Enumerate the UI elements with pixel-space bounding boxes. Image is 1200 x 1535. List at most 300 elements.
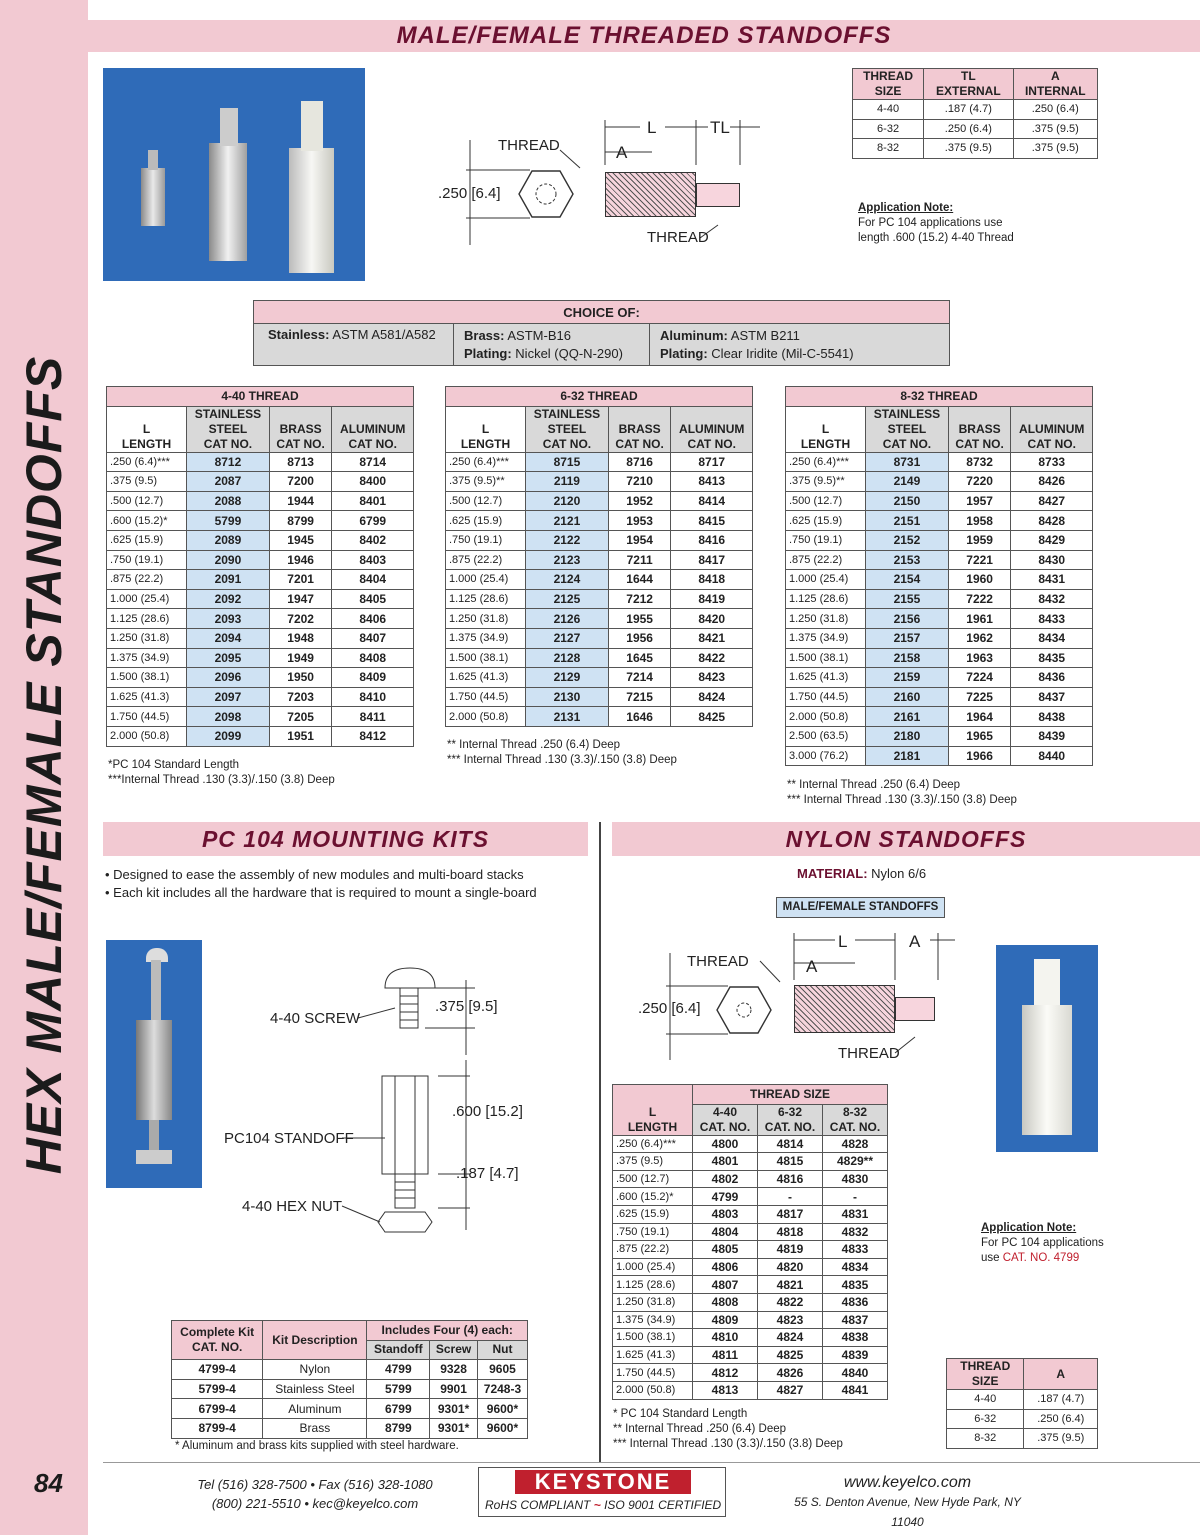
table-cell: 8-32 [853, 139, 924, 159]
brass-cat: 1963 [948, 648, 1011, 668]
brass-cat: 1962 [948, 628, 1011, 648]
length-cell: .625 (15.9) [786, 511, 866, 531]
th-brass: BRASS CAT NO. [608, 406, 671, 452]
kit-row [172, 1379, 528, 1399]
length-cell: .250 (6.4)*** [107, 452, 187, 472]
length-cell: .375 (9.5) [107, 472, 187, 492]
length-cell: .625 (15.9) [107, 530, 187, 550]
aluminum-cat: 8717 [671, 452, 753, 472]
kit-cell: 7248-3 [477, 1379, 527, 1399]
aluminum-cat: 8410 [332, 687, 414, 707]
brass-cat: 1961 [948, 609, 1011, 629]
length-cell: 1.500 (38.1) [613, 1329, 693, 1347]
kit-row [172, 1360, 528, 1380]
stainless-cat: 2120 [526, 491, 609, 511]
brass-cat: 7202 [269, 609, 332, 629]
length-cell: 1.750 (44.5) [446, 687, 526, 707]
table-row [446, 589, 753, 609]
aluminum-cat: 8435 [1011, 648, 1093, 668]
standoff-dimension-diagram [430, 110, 770, 260]
nylon-cat: 4836 [823, 1293, 888, 1311]
table-row [613, 1381, 888, 1399]
table-notes: ** Internal Thread .250 (6.4) Deep *** Internal Thread .130 (3.3)/.150 (3.8) Deep [447, 739, 677, 767]
aluminum-cat: 8714 [332, 452, 414, 472]
table-cell: 4-40 [853, 100, 924, 120]
material-line: MATERIAL: Nylon 6/6 [797, 866, 927, 881]
length-cell: 1.375 (34.9) [786, 628, 866, 648]
length-cell: .750 (19.1) [107, 550, 187, 570]
kit-cell: 9901 [430, 1379, 478, 1399]
length-cell: 1.000 (25.4) [446, 570, 526, 590]
brass-cat: 7221 [948, 550, 1011, 570]
brass-cat: 1956 [608, 628, 671, 648]
table-row [613, 1241, 888, 1259]
brass-cat: 1952 [608, 491, 671, 511]
nylon-cat: 4818 [758, 1223, 823, 1241]
table-row [786, 687, 1093, 707]
nylon-thread-bottom: THREAD [838, 1045, 900, 1062]
aluminum-cat: 8416 [671, 530, 753, 550]
aluminum-cat: 8418 [671, 570, 753, 590]
table-row [786, 511, 1093, 531]
aluminum-cat: 8406 [332, 609, 414, 629]
table-row [107, 472, 414, 492]
stainless-cat: 8731 [866, 452, 949, 472]
table-row [786, 570, 1093, 590]
aluminum-cat: 8436 [1011, 668, 1093, 688]
pc104-bullets: • Designed to ease the assembly of new modules and multi-board stacks • Each kit includes all the hardware that is required to mount a single-board [105, 867, 537, 900]
table-row [613, 1170, 888, 1188]
stainless-cat: 2152 [866, 530, 949, 550]
dim-600: .600 [15.2] [452, 1103, 523, 1120]
nylon-cat: - [758, 1188, 823, 1206]
nylon-cat: 4813 [693, 1381, 758, 1399]
length-cell: .750 (19.1) [786, 530, 866, 550]
brass-cat: 1955 [608, 609, 671, 629]
table-row [786, 589, 1093, 609]
brass-cat: 1950 [269, 668, 332, 688]
aluminum-cat: 8404 [332, 570, 414, 590]
length-cell: 1.250 (31.8) [446, 609, 526, 629]
stainless-cat: 2092 [187, 589, 270, 609]
table-row [786, 472, 1093, 492]
length-cell: 1.125 (28.6) [446, 589, 526, 609]
nylon-dim-A-right: A [909, 932, 921, 951]
stainless-cat: 2091 [187, 570, 270, 590]
length-cell: 1.500 (38.1) [446, 648, 526, 668]
nylon-cat: 4834 [823, 1258, 888, 1276]
brass-cat: 1957 [948, 491, 1011, 511]
stainless-cat: 2155 [866, 589, 949, 609]
table-cell: .375 (9.5) [1013, 139, 1097, 159]
table-row [107, 530, 414, 550]
aluminum-cat: 8432 [1011, 589, 1093, 609]
table-row [786, 530, 1093, 550]
aluminum-cat: 8400 [332, 472, 414, 492]
stainless-cat: 2121 [526, 511, 609, 531]
length-cell: 1.125 (28.6) [786, 589, 866, 609]
table-row [446, 491, 753, 511]
column-divider [599, 822, 601, 1462]
length-cell: .250 (6.4)*** [786, 452, 866, 472]
stainless-cat: 2153 [866, 550, 949, 570]
table-row [853, 100, 1098, 120]
dim-A: A [616, 143, 628, 162]
length-cell: 1.625 (41.3) [446, 668, 526, 688]
stainless-cat: 2150 [866, 491, 949, 511]
nylon-cat: 4824 [758, 1329, 823, 1347]
keystone-logo: KEYSTONE [515, 1470, 691, 1494]
nylon-cat: 4799 [693, 1188, 758, 1206]
brass-cat: 7205 [269, 707, 332, 727]
nylon-cat: 4814 [758, 1135, 823, 1153]
th-stainless: STAINLESS STEEL CAT NO. [526, 406, 609, 452]
table-row [947, 1409, 1098, 1429]
table-row [786, 491, 1093, 511]
aluminum-cat: 8413 [671, 472, 753, 492]
pc104-assembly-diagram [220, 950, 540, 1240]
standoffs-photo [103, 68, 365, 281]
table-row [613, 1346, 888, 1364]
table-row [853, 119, 1098, 139]
stainless-cat: 2119 [526, 472, 609, 492]
stainless-cat: 5799 [187, 511, 270, 531]
table-title: 8-32 THREAD [786, 387, 1093, 407]
aluminum-cat: 8421 [671, 628, 753, 648]
table-row [613, 1135, 888, 1153]
kit-row [172, 1399, 528, 1419]
table-row [786, 609, 1093, 629]
kit-note: * Aluminum and brass kits supplied with steel hardware. [175, 1440, 459, 1452]
length-cell: .875 (22.2) [107, 570, 187, 590]
th-aluminum: ALUMINUM CAT NO. [1011, 406, 1093, 452]
choice-of-box: CHOICE OF: Stainless: ASTM A581/A582 Brass: ASTM-B16 Plating: Nickel (QQ-N-290) Aluminum: ASTM B211 Plating: Clear Iridite (Mil-C-5541) [253, 300, 950, 366]
brass-cat: 1954 [608, 530, 671, 550]
th-length: L LENGTH [786, 406, 866, 452]
aluminum-cat: 8437 [1011, 687, 1093, 707]
nylon-cat: 4829** [823, 1153, 888, 1171]
nylon-cat: 4833 [823, 1241, 888, 1259]
length-cell: 1.500 (38.1) [107, 668, 187, 688]
table-row [853, 139, 1098, 159]
dim-L: L [647, 118, 657, 137]
stainless-cat: 2094 [187, 628, 270, 648]
length-cell: 1.250 (31.8) [613, 1293, 693, 1311]
th-stainless: STAINLESS STEEL CAT NO. [866, 406, 949, 452]
nylon-cat: 4819 [758, 1241, 823, 1259]
stainless-cat: 2131 [526, 707, 609, 727]
pc104-title: PC 104 MOUNTING KITS [103, 822, 588, 856]
brass-cat: 1944 [269, 491, 332, 511]
length-cell: 2.000 (50.8) [786, 707, 866, 727]
stainless-cat: 2090 [187, 550, 270, 570]
stainless-cat: 2122 [526, 530, 609, 550]
length-cell: 2.000 (50.8) [613, 1381, 693, 1399]
table-row [786, 668, 1093, 688]
nylon-cat: 4837 [823, 1311, 888, 1329]
table-row [107, 628, 414, 648]
th-tl: TL EXTERNAL [924, 69, 1013, 100]
table-row [446, 609, 753, 629]
nylon-thread-a-table: THREAD SIZE A 4-40 .187 (4.7) 6-32 .250 (6.4) 8-32 .375 (9.5) [946, 1358, 1098, 1449]
aluminum-cat: 8433 [1011, 609, 1093, 629]
thread-table-t440 [106, 386, 414, 747]
nylon-cat: 4812 [693, 1364, 758, 1382]
keystone-logo-box: KEYSTONE RoHS COMPLIANT ~ ISO 9001 CERTIFIED [478, 1467, 726, 1517]
dim-187: .187 [4.7] [456, 1165, 519, 1182]
th-stainless: STAINLESS STEEL CAT NO. [187, 406, 270, 452]
length-cell: .500 (12.7) [613, 1170, 693, 1188]
length-cell: 1.500 (38.1) [786, 648, 866, 668]
th-aluminum: ALUMINUM CAT NO. [671, 406, 753, 452]
brass-cat: 1960 [948, 570, 1011, 590]
table-row [446, 648, 753, 668]
brass-cat: 7212 [608, 589, 671, 609]
length-cell: 1.750 (44.5) [786, 687, 866, 707]
stainless-cat: 2156 [866, 609, 949, 629]
kit-cell: Nylon [263, 1360, 367, 1380]
length-cell: .500 (12.7) [107, 491, 187, 511]
nylon-cat: 4805 [693, 1241, 758, 1259]
table-row [446, 628, 753, 648]
stainless-cat: 2097 [187, 687, 270, 707]
brass-cat: 7203 [269, 687, 332, 707]
length-cell: 1.000 (25.4) [613, 1258, 693, 1276]
table-row [613, 1329, 888, 1347]
stainless-cat: 2098 [187, 707, 270, 727]
aluminum-cat: 8422 [671, 648, 753, 668]
stainless-cat: 2154 [866, 570, 949, 590]
nylon-cat: 4841 [823, 1381, 888, 1399]
stainless-cat: 8715 [526, 452, 609, 472]
nylon-cat: 4803 [693, 1205, 758, 1223]
aluminum-cat: 8434 [1011, 628, 1093, 648]
choice-title: CHOICE OF: [254, 301, 949, 324]
brass-cat: 7201 [269, 570, 332, 590]
table-row [613, 1364, 888, 1382]
table-row [613, 1223, 888, 1241]
brass-cat: 1948 [269, 628, 332, 648]
length-cell: 1.625 (41.3) [613, 1346, 693, 1364]
aluminum-cat: 8417 [671, 550, 753, 570]
label-pc104-standoff: PC104 STANDOFF [224, 1130, 354, 1147]
table-row [613, 1205, 888, 1223]
nylon-cat: 4822 [758, 1293, 823, 1311]
brass-cat: 7222 [948, 589, 1011, 609]
length-cell: 3.000 (76.2) [786, 746, 866, 766]
length-cell: 1.375 (34.9) [613, 1311, 693, 1329]
table-row [107, 609, 414, 629]
stainless-cat: 2088 [187, 491, 270, 511]
brass-cat: 1965 [948, 726, 1011, 746]
kit-cell: 4799-4 [172, 1360, 263, 1380]
footer-web: www.keyelco.com 55 S. Denton Avenue, New Hyde Park, NY 11040 [794, 1474, 1021, 1529]
stainless-cat: 2159 [866, 668, 949, 688]
application-note-2: Application Note: For PC 104 applications use CAT. NO. 4799 [981, 1222, 1104, 1264]
table-row [446, 668, 753, 688]
stainless-cat: 2095 [187, 648, 270, 668]
kit-cell: 9301* [430, 1418, 478, 1438]
brass-cat: 1958 [948, 511, 1011, 531]
table-row [613, 1188, 888, 1206]
length-cell: .375 (9.5)** [446, 472, 526, 492]
table-row [446, 707, 753, 727]
kit-cell: Brass [263, 1418, 367, 1438]
page-number: 84 [34, 1468, 63, 1498]
table-row [786, 452, 1093, 472]
nylon-cat: 4807 [693, 1276, 758, 1294]
brass-cat: 7210 [608, 472, 671, 492]
brass-cat: 7220 [948, 472, 1011, 492]
thread-table-t832 [785, 386, 1093, 766]
kit-cell: 6799-4 [172, 1399, 263, 1419]
footer-rule [103, 1462, 1200, 1463]
nylon-cat: 4838 [823, 1329, 888, 1347]
kit-cell: 5799 [367, 1379, 430, 1399]
table-cell: .250 (6.4) [1013, 100, 1097, 120]
length-cell: .625 (15.9) [446, 511, 526, 531]
aluminum-cat: 8427 [1011, 491, 1093, 511]
small-cell: 6-32 [947, 1409, 1024, 1429]
label-4-40-hex-nut: 4-40 HEX NUT [242, 1198, 343, 1215]
brass-cat: 7200 [269, 472, 332, 492]
application-note-1: Application Note: For PC 104 applications use length .600 (15.2) 4-40 Thread [858, 202, 1014, 244]
brass-cat: 1966 [948, 746, 1011, 766]
brass-cat: 7211 [608, 550, 671, 570]
table-row [947, 1429, 1098, 1449]
kit-cell: 6799 [367, 1399, 430, 1419]
small-cell: .250 (6.4) [1024, 1409, 1098, 1429]
nylon-cat: 4828 [823, 1135, 888, 1153]
stainless-cat: 8712 [187, 452, 270, 472]
nylon-dim-L: L [838, 932, 848, 951]
stainless-cat: 2161 [866, 707, 949, 727]
nylon-cat: 4806 [693, 1258, 758, 1276]
stainless-cat: 2093 [187, 609, 270, 629]
brass-cat: 1644 [608, 570, 671, 590]
table-row [107, 589, 414, 609]
brass-cat: 1946 [269, 550, 332, 570]
stainless-value: ASTM A581/A582 [332, 327, 436, 342]
table-row [446, 511, 753, 531]
table-row [786, 726, 1093, 746]
table-row [786, 648, 1093, 668]
thread-size-table [852, 68, 1098, 159]
aluminum-cat: 8405 [332, 589, 414, 609]
kit-row [172, 1418, 528, 1438]
aluminum-cat: 8420 [671, 609, 753, 629]
aluminum-cat: 8415 [671, 511, 753, 531]
brass-cat: 8732 [948, 452, 1011, 472]
rohs-label: RoHS COMPLIANT [485, 1498, 591, 1512]
nylon-photo [996, 945, 1098, 1152]
table-row [107, 491, 414, 511]
th-a: A INTERNAL [1013, 69, 1097, 100]
length-cell: .500 (12.7) [786, 491, 866, 511]
length-cell: 1.625 (41.3) [786, 668, 866, 688]
length-cell: .375 (9.5)** [786, 472, 866, 492]
brass-cat: 1959 [948, 530, 1011, 550]
table-row [446, 452, 753, 472]
kit-cell: 9328 [430, 1360, 478, 1380]
table-row [613, 1276, 888, 1294]
length-cell: .625 (15.9) [613, 1205, 693, 1223]
stainless-cat: 2087 [187, 472, 270, 492]
brass-cat: 8799 [269, 511, 332, 531]
table-row [786, 628, 1093, 648]
length-cell: 1.250 (31.8) [786, 609, 866, 629]
nylon-cat: 4826 [758, 1364, 823, 1382]
nylon-cat: 4815 [758, 1153, 823, 1171]
dim-TL: TL [710, 118, 730, 137]
brass-cat: 1951 [269, 726, 332, 746]
th-brass: BRASS CAT NO. [269, 406, 332, 452]
table-row [107, 550, 414, 570]
brass-cat: 8713 [269, 452, 332, 472]
stainless-cat: 2149 [866, 472, 949, 492]
kit-cell: 4799 [367, 1360, 430, 1380]
nylon-cat: 4825 [758, 1346, 823, 1364]
nylon-cat: 4804 [693, 1223, 758, 1241]
nylon-notes: * PC 104 Standard Length ** Internal Thread .250 (6.4) Deep *** Internal Thread .130 (3.3)/.150 (3.8) Deep [613, 1408, 843, 1450]
kit-cell: 9600* [477, 1399, 527, 1419]
aluminum-cat: 8438 [1011, 707, 1093, 727]
aluminum-cat: 8402 [332, 530, 414, 550]
length-cell: .250 (6.4)*** [446, 452, 526, 472]
thread-table-t632 [445, 386, 753, 727]
table-row [786, 746, 1093, 766]
nylon-cat: 4830 [823, 1170, 888, 1188]
aluminum-cat: 8439 [1011, 726, 1093, 746]
table-cell: 6-32 [853, 119, 924, 139]
aluminum-cat: 8425 [671, 707, 753, 727]
aluminum-cat: 8430 [1011, 550, 1093, 570]
length-cell: .875 (22.2) [786, 550, 866, 570]
length-cell: 1.000 (25.4) [107, 589, 187, 609]
stainless-cat: 2096 [187, 668, 270, 688]
brass-cat: 1646 [608, 707, 671, 727]
aluminum-cat: 8412 [332, 726, 414, 746]
table-notes: ** Internal Thread .250 (6.4) Deep *** Internal Thread .130 (3.3)/.150 (3.8) Deep [787, 778, 1017, 806]
table-cell: .187 (4.7) [924, 100, 1013, 120]
table-row [107, 707, 414, 727]
length-cell: .875 (22.2) [613, 1241, 693, 1259]
stainless-cat: 2130 [526, 687, 609, 707]
nylon-cat: 4840 [823, 1364, 888, 1382]
nylon-cat: - [823, 1188, 888, 1206]
dim-375: .375 [9.5] [435, 998, 498, 1015]
nylon-cat: 4801 [693, 1153, 758, 1171]
length-cell: 1.375 (34.9) [446, 628, 526, 648]
th-length: L LENGTH [446, 406, 526, 452]
table-title: 6-32 THREAD [446, 387, 753, 407]
length-cell: .750 (19.1) [613, 1223, 693, 1241]
table-row [613, 1258, 888, 1276]
aluminum-cat: 8733 [1011, 452, 1093, 472]
aluminum-cat: 8423 [671, 668, 753, 688]
small-cell: .187 (4.7) [1024, 1390, 1098, 1410]
iso-label: ISO 9001 CERTIFIED [604, 1498, 722, 1512]
nylon-title: NYLON STANDOFFS [612, 822, 1200, 856]
length-cell: .750 (19.1) [446, 530, 526, 550]
table-cell: .250 (6.4) [924, 119, 1013, 139]
brass-cat: 7214 [608, 668, 671, 688]
kit-cell: 5799-4 [172, 1379, 263, 1399]
length-cell: 2.000 (50.8) [107, 726, 187, 746]
thread-label-bottom: THREAD [647, 229, 709, 246]
nylon-cat: 4827 [758, 1381, 823, 1399]
th-length: L LENGTH [107, 406, 187, 452]
